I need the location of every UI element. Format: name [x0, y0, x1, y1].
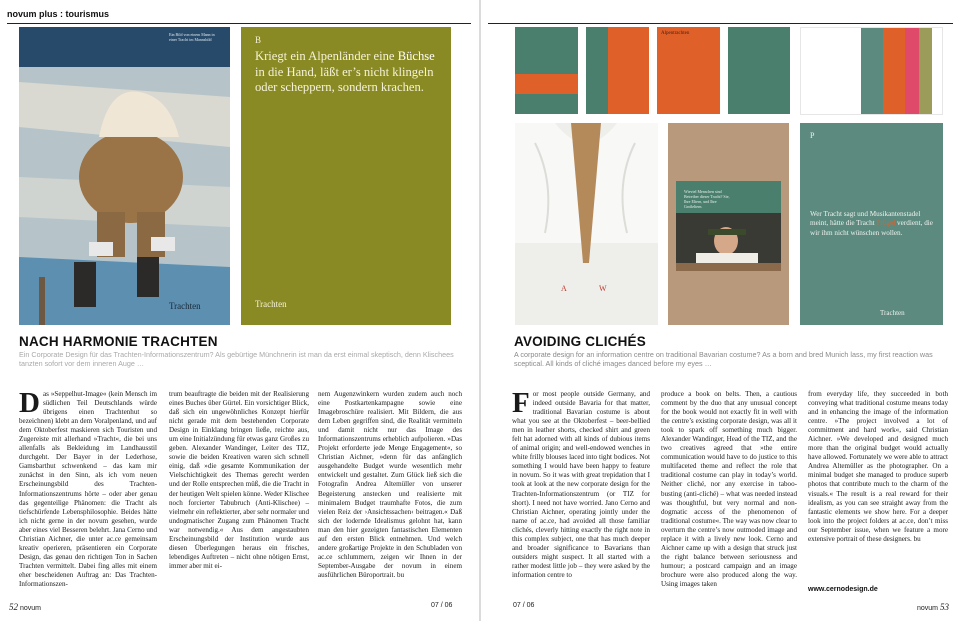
- article-title-en: AVOIDING CLICHÉS: [514, 334, 646, 349]
- header-rule-left: [7, 23, 471, 24]
- blouse-postcard: [515, 123, 658, 325]
- photo-caption: Ein Bild von einem Mann in einer Tracht im Mannsbild: [169, 32, 215, 42]
- footer-right-page: novum 53: [917, 602, 949, 612]
- quote-text: Kriegt ein Alpenländer eine Büchse in die Hand, läßt er’s nicht klingeln oder scheppern, sondern krachen.: [255, 49, 435, 95]
- footer-left-issue: 07 / 06: [431, 602, 453, 609]
- card1-text: Wieviel Menschen sind Betreiber dieser Tracht? Sie, Ihre Eltern, und Ihre Großeltern.: [684, 189, 730, 209]
- book-cover-green-1: [515, 27, 578, 114]
- book-cover-orange: Alpentrachten: [657, 27, 720, 114]
- article-subtitle-de: Ein Corporate Design für das Trachten-Informationszentrum? Als gebürtige Münchnerin ist man da erst einmal skeptisch, denn Klischees tanzten sofort vor dem inneren Auge …: [19, 350, 454, 369]
- lederhosen-photo: [19, 27, 230, 325]
- column-de-1: Das »Seppelhut-Image« (kein Mensch im südlichen Teil Deutschlands würde übrigens einen Trachtenhut so bezeichnen) klebt an dem Voralpenland, und auf dem Oktoberfest maskieren sich Touristen und Zugereiste mit allerhand »Tracht«, die bei uns allenfalls als Bekleidung im Landhausstil durchgeht. Der Bayer in der Lederhose, Gamsbarthut schwenkend – das kam mir zunächst in den Sinn, als ich vom neuen Erscheinungsbild des Trachten-Informationszentrums hörte – oder aber genau das gegenteilige Phänomen: die Tracht als tiefschürfende Lebensphilosophie. Beides hätte ich nicht gerne in der novum gesehen, wurde aber eines viel Besseren belehrt. Jana Cerno und Christian Aichner, die unter ac.ce gemeinsam kreativ operieren, präsentieren ein Corporate Design, das genau den richtigen Ton in Sachen Trachten vermittelt. Dabei fing alles mit einem eher bescheidenen Auftrag an: Das Trachten-Informationszen-: [19, 387, 157, 588]
- page-gutter: [479, 0, 481, 621]
- footer-left-page: 52 novum: [9, 602, 41, 612]
- footer-right-issue: 07 / 06: [513, 602, 535, 609]
- article-title-de: NACH HARMONIE TRACHTEN: [19, 334, 218, 349]
- article-subtitle-en: A corporate design for an information centre on traditional Bavarian costume? As a born and bred Munich lass, my first reaction was sceptical. All kinds of cliché images danced before my eyes …: [514, 350, 933, 369]
- section-header: novum plus : tourismus: [7, 9, 110, 19]
- quote-card-teal: [800, 123, 943, 325]
- card2-quote: Wer Tracht sagt und Musikantenstadel meint, hätte die Tracht Prügel verdient, die wir ihm nicht wünschen wollen.: [810, 210, 933, 237]
- dropcap-de: D: [19, 387, 40, 419]
- dropcap-en: F: [512, 387, 530, 419]
- column-en-2: produce a book on belts. Then, a cautious comment by the duo that any unusual concept for the book would not exactly fit in well with the centre’s existing corporate design, was all it took to spark off something much bigger. Alexander Wandinger, Head of the TIZ, and the two creatives agreed that »the entire communication would have to do justice to this multifaceted theme and reflect the role that traditional costume can play in today’s world. Neither cliché, nor any exercise in taboo-busting (anti-cliché) – what was needed instead was thoughtful, but very normal and non-dogmatic access of the phenomenon of traditional costume«. The way was now clear to overturn the centre’s now outmoded image and replace it with a lively new look. Cerno and Aichner came up with a design that struck just the right balance between seriousness and humour; a postcard campaign and an image brochure were also produced along the way. Using images taken: [661, 390, 797, 588]
- column-en-1: For most people outside Germany, and indeed outside Bavaria for that matter, traditional Bavarian costume is about what you see at the Oktoberfest – beer-bellied men in leather shorts, checked shirt and green felt hat adorned with all kinds of dubious items of animal origin; and well-endowed wenches in white frilly blouses laced into tight bodices. Not something I would have been happy to feature in novum. So it was with great trepidation that I took at look at the new corporate design for the Trachten-Informationszentrum (or TIZ for short). I need not have worried. Jano Cerno and Christian Aichner, operating jointly under the name of ac.ce, had avoided all those familiar clichés, cleverly hitting exactly the right note in this complex subject, one that has much deeper and broader significance to Bavarians than outsiders might suspect. It all started with a rather modest little job – they were asked by the information centre to: [512, 387, 650, 579]
- column-de-3: nem Augenzwinkern wurden zudem auch noch eine Postkartenkampagne sowie eine Imagebroschüre realisiert. Mit Bildern, die aus dem Leben gegriffen sind, die Realität vermitteln und damit nicht nur das Image des Informationszentrums erheblich aufpolieren. »Das Projekt erforderte jede Menge Engagement«, so Christian Aichner, »denn für das anfänglich ausgehandelte Budget wurde wesentlich mehr entwickelt und gestaltet. Zum Glück ließ sich die Fotografin Andrea Altemüller von unserer Begeisterung anstecken und realisierte mit minimalem Budget traumhafte Fotos, die zum vielen Reiz der ›Ansichtssachen‹ beitragen.« Daß sich der lodernde Idealismus gelohnt hat, kann man den hier gezeigten fantastischen Elementen auf den ersten Blick entnehmen. Und welch andere großartige Projekte in den Schubladen von ac.ce schlummern, zeigen wir Ihnen in der September-Ausgabe der novum in einem ausführlichen Büroportrait. bu: [318, 390, 462, 579]
- website-link[interactable]: www.cernodesign.de: [808, 586, 878, 593]
- book-cover-green-2: [586, 27, 649, 114]
- svg-text:W: W: [599, 284, 607, 293]
- card2-letter: P: [810, 131, 815, 140]
- trachten-logo-1: Trachten: [169, 301, 201, 311]
- quote-letter: B: [255, 35, 262, 45]
- column-en-3: from everyday life, they succeeded in both conveying what traditional costume means today and in enhancing the image of the information centre. »The project involved a lot of commitment and hard work«, said Christian Aichner. »We developed and designed much more than the original budget would actually have allowed. Fortunately we were able to attract Andrea Altemüller as the photographer. On a minimal budget she managed to produce superb photos that contribute much to the charm of the visuals.« The result is a real reward for their idealism, as you can see straight away from the fantastic elements we show here. For a deeper look into the project folders at ac.ce, don’t miss our September issue, when we feature a more extensive portrait of these designers. bu: [808, 390, 948, 543]
- svg-text:A: A: [561, 284, 567, 293]
- trachten-logo-3: Trachten: [880, 309, 905, 317]
- quote-card-olive: [241, 27, 451, 325]
- header-rule-right: [488, 23, 953, 24]
- book-covers-group: [515, 27, 790, 115]
- trachten-logo-2: Trachten: [255, 299, 287, 309]
- color-strips: [800, 27, 943, 115]
- window-man-postcard: [668, 123, 789, 325]
- column-de-2: trum beauftragte die beiden mit der Realisierung eines Buches über Gürtel. Ein vorsichtiger Blick, daß sich ein ungewöhnliches Konzept hierfür nicht gerade mit dem bestehenden Corporate Design in Einklang bringen ließe, reichte aus, um eine Initialzündung für etwas ganz Großes zu geben. Alexander Wandinger, Leiter des TIZ, sowie die beiden Kreativen waren sich schnell einig, daß »die gesamte Kommunikation der Vielschichtigkeit des Themas gerecht werden und der Rolle entsprechen müß, die die Tracht in der heutigen Welt spielen könne. Weder Klischee noch forcierter Tabubruch (Anti-Klischee) – vielmehr ein reflektierter, aber sehr normaler und undogmatischer Zugang zum Phänomen Tracht war notwendig.« Aus dem angestaubten Erscheinungsbild der Institution wurde aus diesen Überlegungen heraus ein frisches, lebendiges Auftreten – nicht ohne nötigen Ernst, immer aber mit ei-: [169, 390, 309, 570]
- book-cover-green-3: [728, 27, 790, 114]
